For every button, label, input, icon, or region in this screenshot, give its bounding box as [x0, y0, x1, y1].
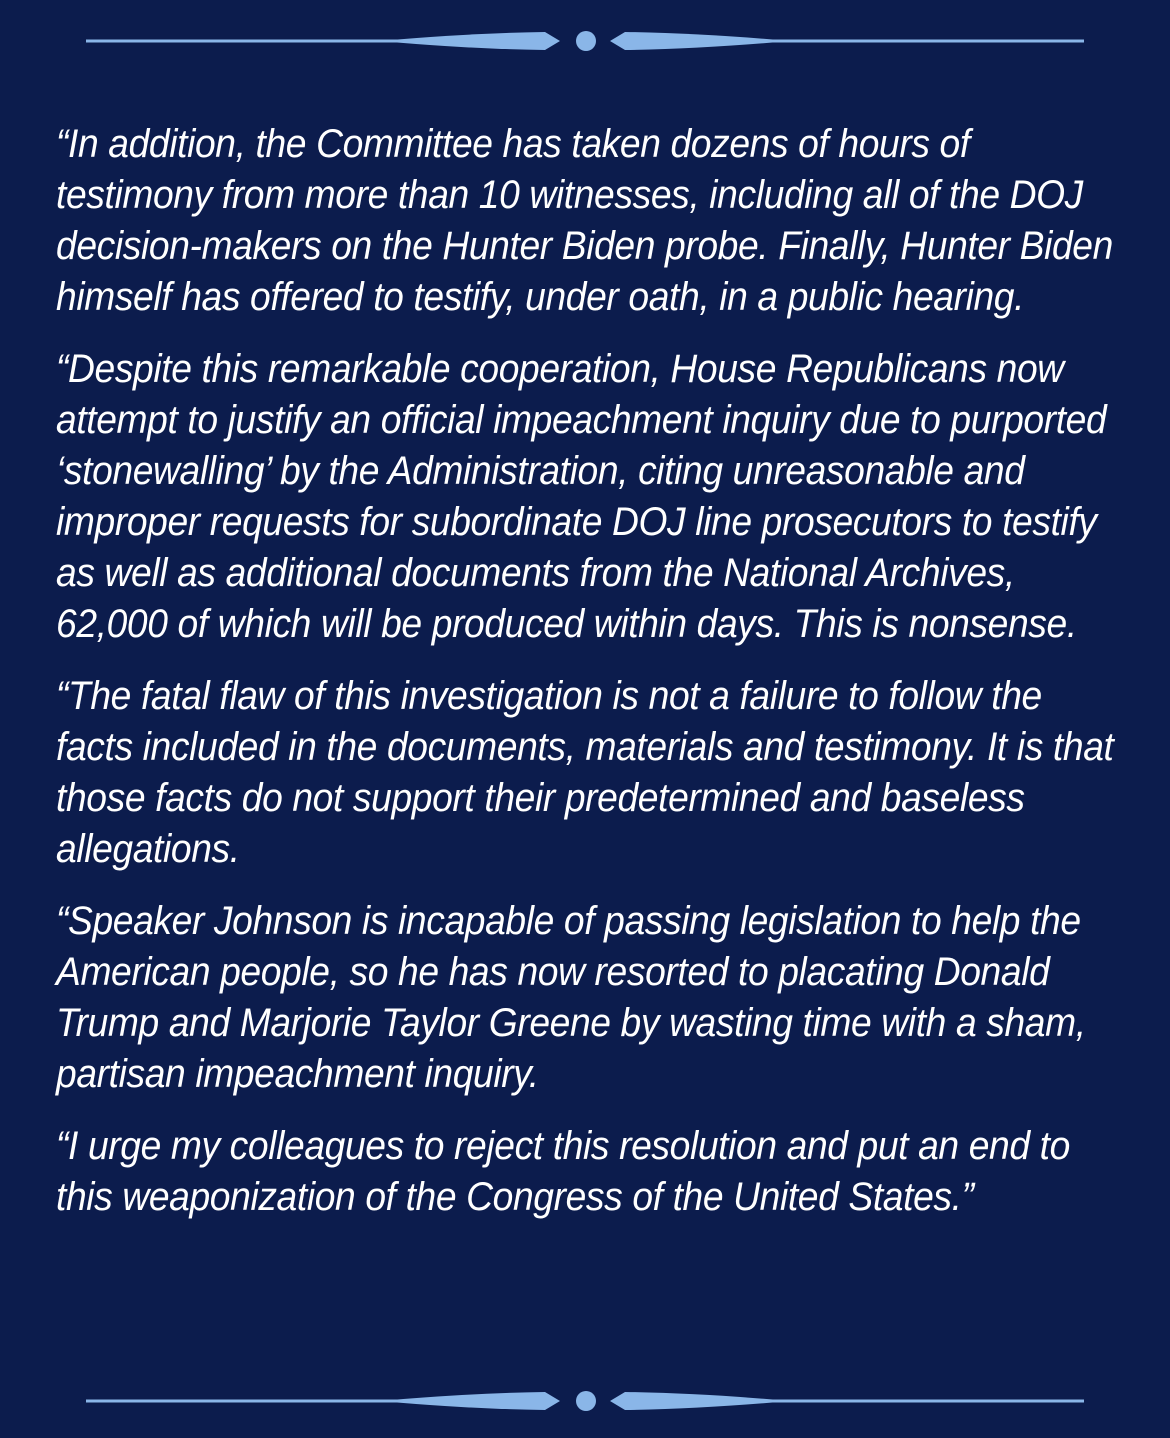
quote-paragraph-2: “Despite this remarkable cooperation, House Republicans now attempt to justify an official impeachment inquiry due to purported ‘stonewalling’ by the Administration, citing unreasonable and improper requests for subordinate DOJ line prosecutors to testify as well as additional documents from the National Archives, 62,000 of which will be produced within days. This is nonsense.	[56, 347, 1107, 646]
quote-paragraph-4: “Speaker Johnson is incapable of passing legislation to help the American people, so he has now resorted to placating Donald Trump and Marjorie Taylor Greene by wasting time with a sham, partisan impeachment inquiry.	[56, 899, 1086, 1096]
quote-paragraph-1: “In addition, the Committee has taken dozens of hours of testimony from more than 10 witnesses, including all of the DOJ decision-makers on the Hunter Biden probe. Finally, Hunter Biden himself has offered to testify, under oath, in a public hearing.	[56, 122, 1113, 319]
statement-quote	[56, 119, 1114, 1223]
divider-ornament-icon	[0, 26, 1170, 56]
quote-paragraph-3: “The fatal flaw of this investigation is not a failure to follow the facts included in the documents, materials and testimony. It is that those facts do not support their predetermined and baseless allegations.	[56, 674, 1114, 871]
top-divider	[0, 26, 1170, 56]
divider-ornament-icon	[0, 1386, 1170, 1416]
bottom-divider	[0, 1386, 1170, 1416]
quote-paragraph-5: “I urge my colleagues to reject this resolution and put an end to this weaponization of the Congress of the United States.”	[56, 1124, 1070, 1219]
